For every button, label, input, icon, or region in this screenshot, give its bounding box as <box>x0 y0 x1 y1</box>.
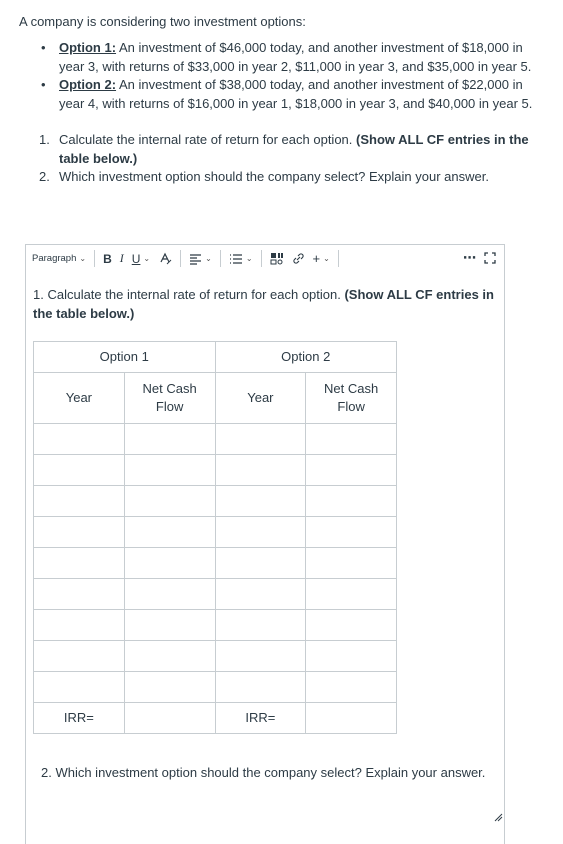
link-icon <box>292 252 305 265</box>
table-cell[interactable] <box>215 548 306 579</box>
toolbar-divider <box>94 250 95 267</box>
option-2-item <box>59 76 549 113</box>
table-cell[interactable] <box>124 486 215 517</box>
italic-button[interactable]: I <box>120 251 124 266</box>
task-2: 2. Which investment option should the company select? Explain your answer. <box>39 168 549 187</box>
table-cell[interactable] <box>306 455 397 486</box>
option-1-label: Option 1: <box>59 40 116 55</box>
irr-row <box>34 703 397 734</box>
plus-icon: + <box>313 251 321 266</box>
option-2-text: An investment of $38,000 today, and another investment of $22,000 in year 4, with returns of $16,000 in year 1, $18,000 in year 3, and $40,000 in year 5. <box>59 77 532 111</box>
insert-dropdown[interactable] <box>313 251 330 266</box>
table-cell[interactable] <box>124 455 215 486</box>
toolbar-divider <box>180 250 181 267</box>
year-header: Year <box>215 373 306 424</box>
table-cell[interactable] <box>306 672 397 703</box>
link-button[interactable] <box>292 252 305 265</box>
option-2-label: Option 2: <box>59 77 116 92</box>
table-cell[interactable] <box>34 424 125 455</box>
table-cell[interactable] <box>34 548 125 579</box>
net-cash-flow-header: Net Cash Flow <box>306 373 397 424</box>
table-cell[interactable] <box>215 455 306 486</box>
editor-content[interactable] <box>26 286 504 783</box>
cash-flow-table[interactable] <box>33 341 397 734</box>
table-cell[interactable] <box>34 610 125 641</box>
answer-question-2: 2. Which investment option should the company select? Explain your answer. <box>33 764 497 783</box>
table-cell[interactable] <box>124 517 215 548</box>
table-row <box>34 517 397 548</box>
table-row <box>34 641 397 672</box>
table-row <box>34 486 397 517</box>
table-cell[interactable] <box>34 486 125 517</box>
text-color-button[interactable] <box>158 252 172 266</box>
irr-label: IRR= <box>34 703 125 734</box>
media-button[interactable] <box>270 252 284 265</box>
table-row <box>34 424 397 455</box>
toolbar-divider <box>220 250 221 267</box>
chevron-down-icon: ⌄ <box>205 254 212 263</box>
table-cell[interactable] <box>124 424 215 455</box>
chevron-down-icon: ⌄ <box>323 254 330 263</box>
table-cell[interactable] <box>215 517 306 548</box>
table-cell[interactable] <box>215 579 306 610</box>
ordered-list-icon <box>229 253 243 265</box>
chevron-down-icon: ⌄ <box>246 254 253 263</box>
answer-question-1: 1. Calculate the internal rate of return for each option. (Show ALL CF entries in the table below.) <box>33 286 497 323</box>
table-cell[interactable] <box>124 610 215 641</box>
option-1-item <box>59 39 549 76</box>
intro-text: A company is considering two investment options: <box>19 13 549 31</box>
irr-label: IRR= <box>215 703 306 734</box>
irr-option-2-cell[interactable] <box>306 703 397 734</box>
toolbar-divider <box>261 250 262 267</box>
media-icon <box>270 252 284 265</box>
task-1: 1. Calculate the internal rate of return for each option. (Show ALL CF entries in the table below.) <box>39 131 549 168</box>
net-cash-flow-header: Net Cash Flow <box>124 373 215 424</box>
chevron-down-icon: ⌄ <box>143 254 150 263</box>
irr-option-1-cell[interactable] <box>124 703 215 734</box>
table-cell[interactable] <box>34 579 125 610</box>
option-2-header: Option 2 <box>215 342 397 373</box>
align-dropdown[interactable] <box>189 253 212 265</box>
table-cell[interactable] <box>215 610 306 641</box>
table-cell[interactable] <box>34 672 125 703</box>
table-cell[interactable] <box>124 672 215 703</box>
option-1-header: Option 1 <box>34 342 216 373</box>
options-list <box>19 39 549 113</box>
table-cell[interactable] <box>306 424 397 455</box>
underline-button[interactable]: U ⌄ <box>132 252 150 266</box>
paragraph-format-dropdown[interactable]: Paragraph ⌄ <box>32 253 86 264</box>
more-options-button[interactable]: ⋯ <box>463 250 476 266</box>
table-row <box>34 579 397 610</box>
fullscreen-button[interactable] <box>484 252 496 264</box>
question-prompt <box>19 13 549 187</box>
year-header: Year <box>34 373 125 424</box>
table-cell[interactable] <box>306 517 397 548</box>
bold-button[interactable]: B <box>103 252 112 266</box>
table-cell[interactable] <box>34 641 125 672</box>
fullscreen-icon <box>484 252 496 264</box>
table-cell[interactable] <box>215 424 306 455</box>
toolbar-divider <box>338 250 339 267</box>
table-row <box>34 610 397 641</box>
option-1-text: An investment of $46,000 today, and another investment of $18,000 in year 3, with returns of $33,000 in year 2, $11,000 in year 3, and $35,000 in year 5. <box>59 40 531 74</box>
table-row <box>34 672 397 703</box>
table-cell[interactable] <box>306 610 397 641</box>
table-cell[interactable] <box>34 455 125 486</box>
table-row <box>34 548 397 579</box>
table-cell[interactable] <box>124 579 215 610</box>
table-cell[interactable] <box>215 672 306 703</box>
table-cell[interactable] <box>215 641 306 672</box>
table-cell[interactable] <box>306 486 397 517</box>
chevron-down-icon: ⌄ <box>79 254 86 263</box>
align-left-icon <box>189 253 202 265</box>
editor-toolbar <box>26 245 504 272</box>
list-dropdown[interactable] <box>229 253 253 265</box>
tasks-list <box>19 131 549 187</box>
table-cell[interactable] <box>34 517 125 548</box>
table-cell[interactable] <box>215 486 306 517</box>
table-cell[interactable] <box>124 548 215 579</box>
table-cell[interactable] <box>306 548 397 579</box>
table-cell[interactable] <box>306 579 397 610</box>
rich-text-editor[interactable] <box>25 244 505 844</box>
resize-handle-icon[interactable] <box>493 810 553 820</box>
table-cell[interactable] <box>124 641 215 672</box>
table-cell[interactable] <box>306 641 397 672</box>
text-color-icon <box>158 252 172 266</box>
table-row <box>34 455 397 486</box>
